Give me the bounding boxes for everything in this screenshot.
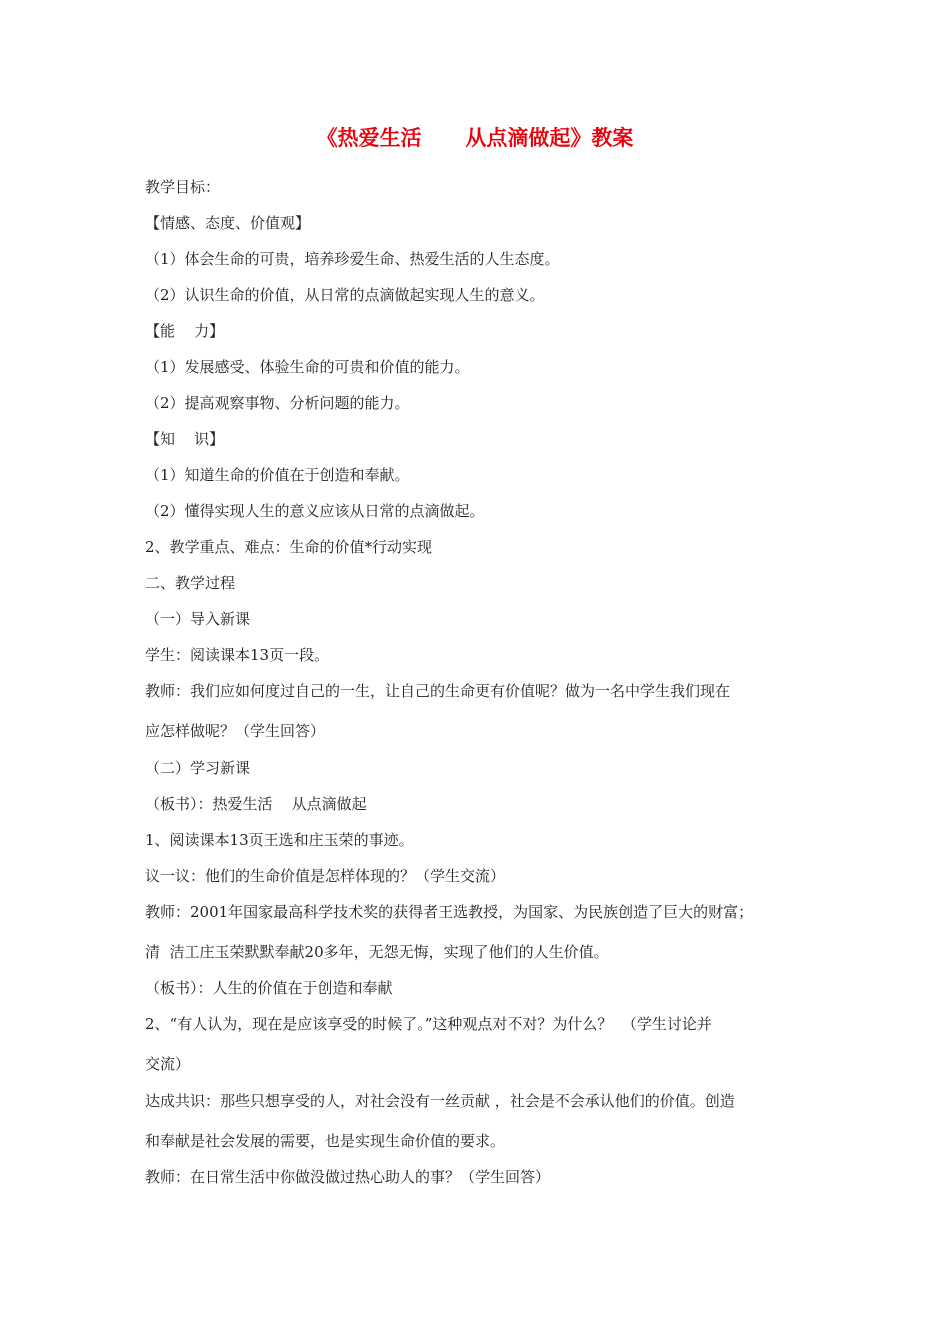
text-line: 学生：阅读课本13页一段。 (145, 646, 330, 664)
text-line: 教师：2001年国家最高科学技术奖的获得者王选教授，为国家、为民族创造了巨大的财富； (145, 903, 754, 921)
text-line: （二）学习新课 (145, 759, 251, 777)
text-line: 和奉献是社会发展的需要，也是实现生命价值的要求。 (145, 1132, 506, 1150)
document-title: 《热爱生活 从点滴做起》教案 (316, 125, 634, 150)
text-line: 议一议：他们的生命价值是怎样体现的？（学生交流） (145, 867, 506, 885)
text-line: 清 洁工庄玉荣默默奉献20多年，无怨无悔，实现了他们的人生价值。 (145, 943, 609, 961)
text-line: （一）导入新课 (145, 610, 251, 628)
text-line: （2）认识生命的价值，从日常的点滴做起实现人生的意义。 (145, 286, 545, 304)
text-line: 达成共识：那些只想享受的人，对社会没有一丝贡献 ，社会是不会承认他们的价值。创造 (145, 1092, 735, 1110)
text-line: 教学目标： (145, 178, 221, 196)
text-line: （1）知道生命的价值在于创造和奉献。 (145, 466, 410, 484)
text-line: （板书）：热爱生活 从点滴做起 (145, 795, 367, 813)
text-line: 教师：在日常生活中你做没做过热心助人的事？（学生回答） (145, 1168, 551, 1186)
text-line: 应怎样做呢？（学生回答） (145, 722, 326, 740)
text-line: （板书）：人生的价值在于创造和奉献 (145, 979, 393, 997)
text-line: 二、教学过程 (145, 574, 236, 592)
text-line: 2、教学重点、难点：生命的价值*行动实现 (145, 538, 433, 556)
text-line: 交流） (145, 1055, 191, 1073)
text-line: 1、阅读课本13页王选和庄玉荣的事迹。 (145, 831, 414, 849)
text-line: （2）提高观察事物、分析问题的能力。 (145, 394, 410, 412)
text-line: （1）体会生命的可贵，培养珍爱生命、热爱生活的人生态度。 (145, 250, 560, 268)
text-line: 【知 识】 (145, 430, 225, 448)
text-line: 【能 力】 (145, 322, 225, 340)
text-line: （2）懂得实现人生的意义应该从日常的点滴做起。 (145, 502, 485, 520)
text-line: 2、“有人认为，现在是应该享受的时候了。”这种观点对不对？为什么？ （学生讨论并 (145, 1015, 712, 1033)
text-line: 【情感、态度、价值观】 (145, 214, 311, 232)
text-line: 教师：我们应如何度过自己的一生，让自己的生命更有价值呢？做为一名中学生我们现在 (145, 682, 731, 700)
text-line: （1）发展感受、体验生命的可贵和价值的能力。 (145, 358, 470, 376)
